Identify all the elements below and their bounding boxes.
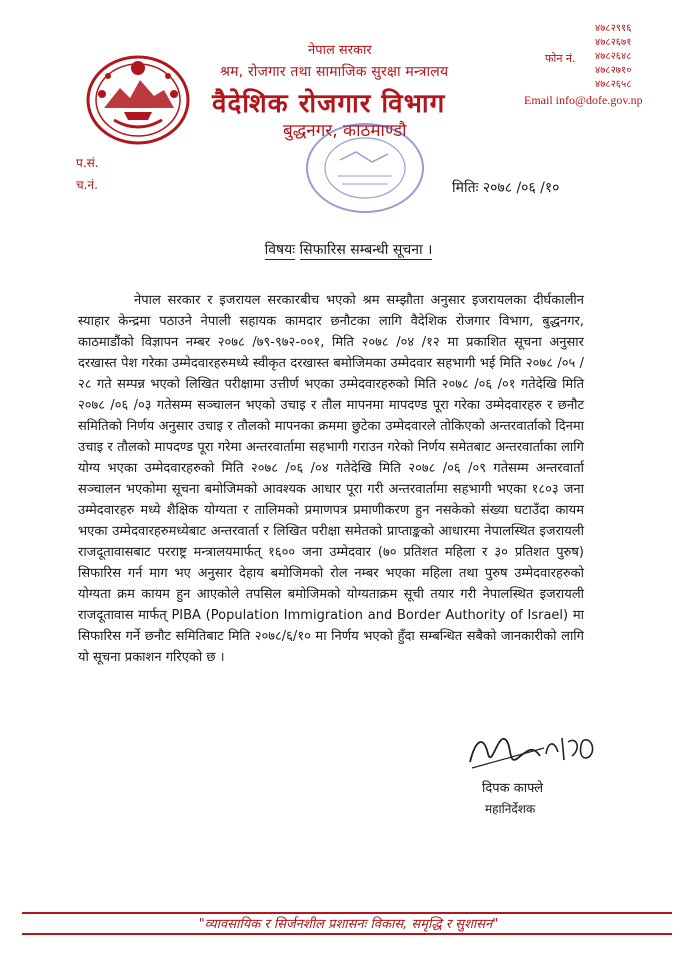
letter-date: मितिः २०७८ /०६ /१० [452, 180, 560, 196]
phone-list [595, 22, 631, 92]
footer-rule-bottom [22, 933, 672, 935]
subject-label: विषयः [264, 242, 296, 258]
department-name: वैदेशिक रोजगार विभाग [212, 89, 446, 119]
department-address: बुद्धनगर, काठमाण्डौ [283, 121, 407, 141]
phone-number: ४७८२६५८ [595, 79, 632, 90]
handwritten-signature [462, 718, 602, 778]
subject-text: सिफारिस सम्बन्धी सूचना । [299, 242, 433, 258]
nepal-government-emblem [84, 50, 192, 145]
phone-number: ४७८२६४८ [595, 51, 632, 62]
office-stamp [300, 118, 430, 218]
government-name: नेपाल सरकार [308, 43, 372, 58]
reference-number-label: प.सं. [76, 156, 99, 170]
subject-line [0, 240, 697, 259]
signer-name: दिपक काफ्ले [482, 781, 544, 796]
notice-body: नेपाल सरकार र इजरायल सरकारबीच भएको श्रम सम्झौता अनुसार इजरायलका दीर्घकालीन स्याहार केन्द्रमा पठाउने नेपाली सहायक कामदार छनौटका लागि वैदेशिक रोजगार विभाग, बुद्धनगर, काठमाडौंको विज्ञापन नम्बर २०७८ /७९-९७२-००१, मिति २०७८ /०४ /१२ मा प्रकाशित सूचना अनुसार दरखास्त पेश गरेका उम्मेदवारहरुमध्ये स्वीकृत दरखास्त बमोजिमका उम्मेदवार सहभागी भई मिति २०७८ /०५ /२८ गते सम्पन्न भएको लिखित परीक्षामा उत्तीर्ण भएका उम्मेदवारहरुको मिति २०७८ /०६ /०१ गतेदेखि मिति २०७८ /०६ /०३ गतेसम्म सञ्चालन भएको उचाइ र तौल मापनमा मापदण्ड पूरा गरेका उम्मेदवारहरु र छनौट समितिको निर्णय अनुसार उचाइ र तौलको मापनका क्रममा छुटेका उम्मेदवारले तोकिएको अन्तरवार्ताको दिनमा उचाइ र तौलको मापदण्ड पूरा गरेमा अन्तरवार्तामा सहभागी गराउन गरेको निर्णय समेतबाट अन्तरवार्ताका लागि योग्य भएका उम्मेदवारहरुको मिति २०७८ /०६ /०४ गतेदेखि मिति २०७८ /०६ /०९ गतेसम्म अन्तरवार्ता सञ्चालन भएकोमा सूचना बमोजिमको आवश्यक आधार पूरा गरी अन्तरवार्तामा सहभागी भएका १८०३ जना उम्मेदवारहरु मध्ये शैक्षिक योग्यता र तालिमको प्रमाणपत्र प्रमाणीकरण हुन नसकेको संख्या घटाउँदा कायम भएका उम्मेदवारहरुमध्येबाट अन्तरवार्ता र लिखित परीक्षा समेतको प्राप्ताङ्कको आधारमा नेपालस्थित इजरायली राजदूतावासबाट परराष्ट्र मन्त्रालयमार्फत् १६०० जना उम्मेदवार (७० प्रतिशत महिला र ३० प्रतिशत पुरुष) सिफारिस गर्न माग भए अनुसार देहाय बमोजिमको रोल नम्बर भएका महिला तथा पुरुष उम्मेदवारहरुको योग्यता क्रम कायम हुन आएकोले तपसिल बमोजिमको योग्यताक्रम सूची तयार गरी नेपालस्थित इजरायली राजदूतावास मार्फत् PIBA (Population Immigration and Border Authority of Israel) मा सिफारिस गर्ने छनौट समितिबाट मिति २०७८/६/१० मा निर्णय भएको हुँदा सम्बन्धित सबैको जानकारीको लागि यो सूचना प्रकाशन गरिएको छ । [78, 293, 584, 665]
footer-motto: "व्यावसायिक र सिर्जनशील प्रशासनः विकास, समृद्धि र सुशासन" [198, 917, 499, 932]
phone-number: ४७८२९१६ [595, 23, 632, 34]
signer-designation: महानिर्देशक [485, 802, 536, 816]
phone-label: फोन नं. [545, 52, 576, 65]
email-address: Email info@dofe.gov.np [524, 93, 643, 107]
dispatch-number-label: च.नं. [76, 178, 98, 192]
ministry-name: श्रम, रोजगार तथा सामाजिक सुरक्षा मन्त्रालय [220, 64, 449, 80]
phone-number: ४७८२६७१ [595, 37, 632, 48]
phone-number: ४७८२७१० [595, 65, 632, 76]
